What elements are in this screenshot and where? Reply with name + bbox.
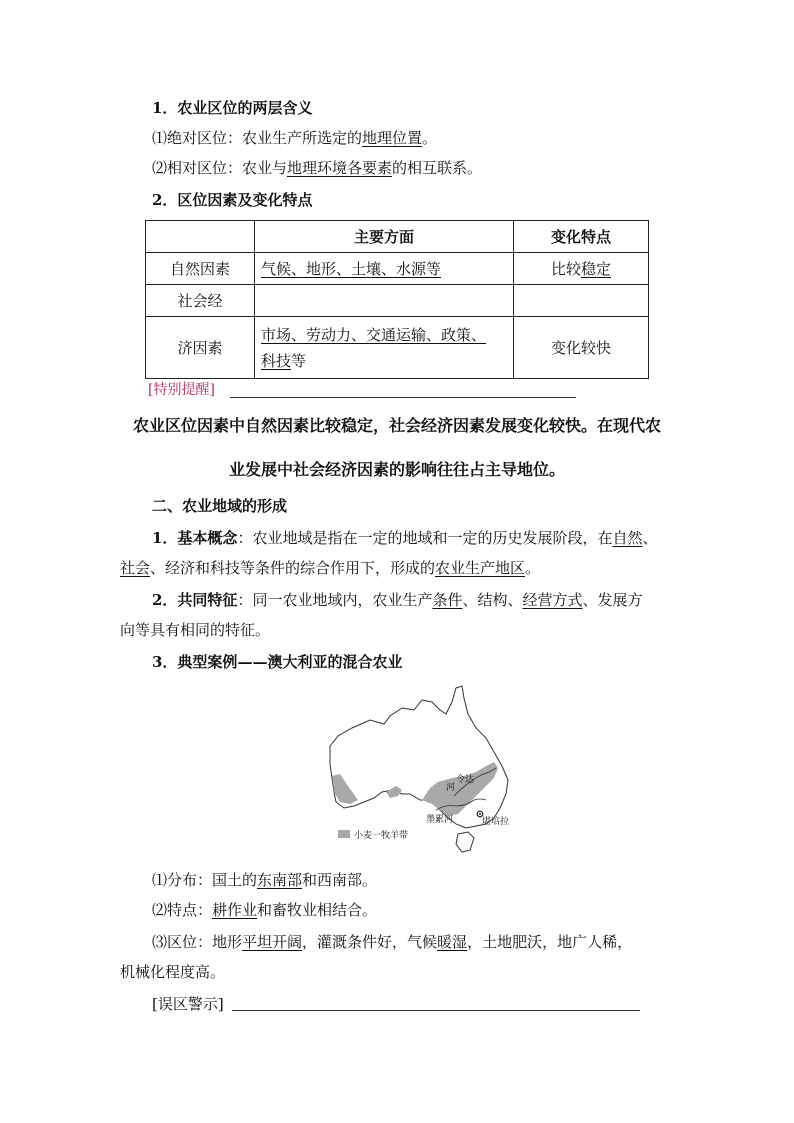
row-natural-change: 比较稳定 <box>514 253 649 285</box>
australia-map <box>318 682 528 858</box>
row-natural-main: 气候、地形、土壤、水源等 <box>255 253 514 285</box>
concept-line-1: 1．基本概念：农业地域是指在一定的地域和一定的历史发展阶段，在自然、 <box>152 529 658 547</box>
warning-label: [误区警示] <box>152 995 224 1013</box>
section-2-title: 2．区位因素及变化特点 <box>152 191 313 209</box>
tip-rule <box>230 397 576 398</box>
relative-location-line: ⑵相对区位：农业与地理环境各要素的相互联系。 <box>152 159 483 177</box>
table-header-main: 主要方面 <box>255 221 514 253</box>
location-line-1: ⑶区位：地形平坦开阔，灌溉条件好，气候暖湿，土地肥沃，地广人稀， <box>152 933 633 951</box>
tip-text-line2: 业发展中社会经济因素的影响往往占主导地位。 <box>228 460 565 479</box>
absolute-location-line: ⑴绝对区位：农业生产所选定的地理位置。 <box>152 129 438 147</box>
table-header-blank <box>146 221 255 253</box>
distribution-line: ⑴分布：国土的东南部和西南部。 <box>152 871 378 889</box>
section-1-title: 1．农业区位的两层含义 <box>152 99 313 117</box>
location-line-2: 机械化程度高。 <box>120 963 226 981</box>
row-social-change: 变化较快 <box>514 317 649 379</box>
row-social-label-a: 社会经 <box>146 285 255 317</box>
river-label-murray: 墨累河 <box>426 815 454 825</box>
special-tip-label: [特别提醒] <box>148 382 215 398</box>
row-social-label-b: 济因素 <box>146 317 255 379</box>
tip-text-line1: 农业区位因素中自然因素比较稳定，社会经济因素发展变化较快。在现代农 <box>132 416 661 435</box>
concept-line-2: 社会、经济和科技等条件的综合作用下，形成的农业生产地区。 <box>120 559 541 577</box>
legend-label: 小麦一牧羊带 <box>354 831 409 841</box>
location-factor-table <box>145 220 649 379</box>
row-social-main: 市场、劳动力、交通运输、政策、 科技等 <box>255 317 514 379</box>
australia-mainland <box>330 686 508 828</box>
answer-env-elements: 地理环境各要素 <box>287 159 393 177</box>
river-label-lingda: 令达 <box>456 775 475 785</box>
part-2-title: 二、农业地域的形成 <box>152 497 288 515</box>
tasmania <box>456 832 474 852</box>
case-title: 3．典型案例——澳大利亚的混合农业 <box>152 653 403 671</box>
feature-mixed-line: ⑵特点：耕作业和畜牧业相结合。 <box>152 901 378 919</box>
legend-swatch <box>338 830 350 838</box>
table-header-change: 变化特点 <box>514 221 649 253</box>
city-label-canberra: 堪培拉 <box>482 817 510 827</box>
answer-geo-position: 地理位置 <box>362 129 423 147</box>
row-natural-label: 自然因素 <box>146 253 255 285</box>
feature-line-1: 2．共同特征：同一农业地域内，农业生产条件、结构、经营方式、发展方 <box>152 591 643 609</box>
warning-rule <box>232 1010 640 1011</box>
river-label-he: 河 <box>446 783 456 793</box>
feature-line-2: 向等具有相同的特征。 <box>120 621 271 639</box>
